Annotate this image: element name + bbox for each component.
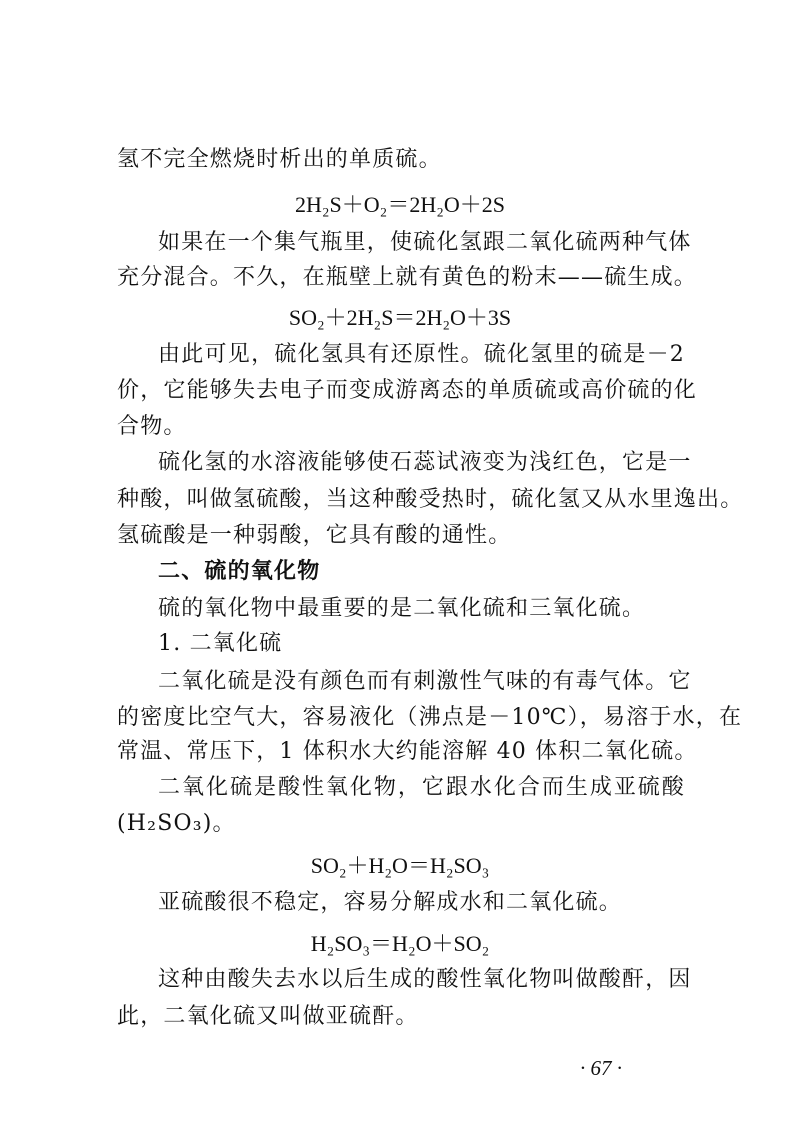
text-line: 的密度比空气大，容易液化（沸点是－10℃），易溶于水，在 [117,705,743,730]
text-line: 氢不完全燃烧时析出的单质硫。 [117,147,442,172]
chemical-equation: 2H₂S＋O₂＝2H₂O＋2S [294,192,506,217]
text-line: 合物。 [117,414,187,439]
chemical-equation: SO₂＋2H₂S＝2H₂O＋3S [288,305,512,330]
text-line: 二氧化硫是酸性氧化物，它跟水化合而生成亚硫酸 [158,775,685,800]
text-line: 种酸，叫做氢硫酸，当这种酸受热时，硫化氢又从水里逸出。 [117,487,744,512]
text-line: 硫的氧化物中最重要的是二氧化硫和三氧化硫。 [158,596,646,621]
text-line: 氢硫酸是一种弱酸，它具有酸的通性。 [117,523,512,548]
page-number: · 67 · [580,1056,622,1080]
text-line: 如果在一个集气瓶里，使硫化氢跟二氧化硫两种气体 [158,230,692,255]
text-line: 硫化氢的水溶液能够使石蕊试液变为浅红色，它是一 [158,450,692,475]
text-line: (H₂SO₃)。 [117,811,236,836]
text-line: 亚硫酸很不稳定，容易分解成水和二氧化硫。 [158,890,623,915]
text-line: 二氧化硫是没有颜色而有刺激性气味的有毒气体。它 [158,669,692,694]
text-line: 常温、常压下，1 体积水大约能溶解 40 体积二氧化硫。 [117,739,698,764]
text-line: 这种由酸失去水以后生成的酸性氧化物叫做酸酐，因 [158,967,692,992]
chemical-equation: SO₂＋H₂O＝H₂SO₃ [310,853,490,878]
text-line: 1. 二氧化硫 [158,631,283,656]
text-line: 由此可见，硫化氢具有还原性。硫化氢里的硫是－2 [158,342,685,367]
chemical-equation: H₂SO₃＝H₂O＋SO₂ [310,931,490,956]
text-line: 充分混合。不久，在瓶壁上就有黄色的粉末——硫生成。 [117,265,698,290]
section-heading: 二、硫的氧化物 [158,559,321,584]
text-line: 此，二氧化硫又叫做亚硫酐。 [117,1004,419,1029]
text-line: 价，它能够失去电子而变成游离态的单质硫或高价硫的化 [117,378,698,403]
